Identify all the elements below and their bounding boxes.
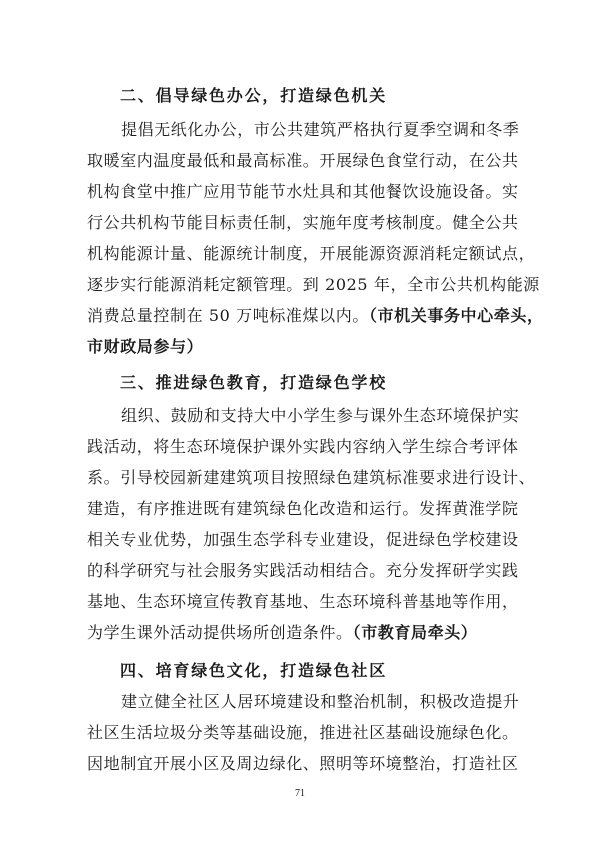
paragraph-text: 消费总量控制在 50 万吨标准煤以内。 <box>87 306 369 325</box>
paragraph-line: 取暖室内温度最低和最高标准。开展绿色食堂行动，在公共 <box>87 151 519 170</box>
paragraph-line: 建立健全社区人居环境建设和整治机制，积极改造提升 <box>121 692 520 711</box>
section-heading-culture: 四、培育绿色文化，打造绿色社区 <box>120 661 388 680</box>
paragraph-line: 逐步实行能源消耗定额管理。到 2025 年，全市公共机构能源 <box>87 275 540 294</box>
paragraph-office <box>87 114 544 362</box>
lead-responsibility: （市机关事务中心牵头， <box>368 306 544 325</box>
paragraph-line-with-lead <box>87 300 544 331</box>
paragraph-line: 行公共机构节能目标责任制，实施年度考核制度。健全公共 <box>87 213 519 232</box>
page-number: 71 <box>295 788 305 799</box>
paragraph-line: 机构能源计量、能源统计制度，开展能源资源消耗定额试点， <box>87 244 536 263</box>
paragraph-line: 相关专业优势，加强生态学科专业建设，促进绿色学校建设 <box>87 530 519 549</box>
paragraph-line: 践活动，将生态环境保护课外实践内容纳入学生综合考评体 <box>87 437 519 456</box>
paragraph-line: 社区生活垃圾分类等基础设施，推进社区基础设施绿色化。 <box>87 723 519 742</box>
section-heading-office: 二、倡导绿色办公，打造绿色机关 <box>120 86 388 105</box>
paragraph-line: 组织、鼓励和支持大中小学生参与课外生态环境保护实 <box>121 406 520 425</box>
paragraph-line: 机构食堂中推广应用节能节水灶具和其他餐饮设施设备。实 <box>87 182 519 201</box>
paragraph-culture <box>87 686 527 779</box>
lead-responsibility: （市教育局牵头） <box>352 623 478 642</box>
section-heading-education: 三、推进绿色教育，打造绿色学校 <box>120 373 388 392</box>
paragraph-text: 为学生课外活动提供场所创造条件。 <box>87 623 353 642</box>
paragraph-line: 的科学研究与社会服务实践活动相结合。充分发挥研学实践 <box>87 561 519 580</box>
paragraph-line: 系。引导校园新建建筑项目按照绿色建筑标准要求进行设计、 <box>87 468 536 487</box>
paragraph-line: 基地、生态环境宣传教育基地、生态环境科普基地等作用， <box>87 592 519 611</box>
paragraph-line-with-lead <box>87 617 527 648</box>
paragraph-line: 建造，有序推进既有建筑绿色化改造和运行。发挥黄淮学院 <box>87 499 519 518</box>
paragraph-line: 提倡无纸化办公，市公共建筑严格执行夏季空调和冬季 <box>121 120 520 139</box>
lead-responsibility: 市财政局参与） <box>87 337 204 356</box>
paragraph-line: 因地制宜开展小区及周边绿化、照明等环境整治，打造社区 <box>87 754 519 773</box>
paragraph-education <box>87 400 536 648</box>
